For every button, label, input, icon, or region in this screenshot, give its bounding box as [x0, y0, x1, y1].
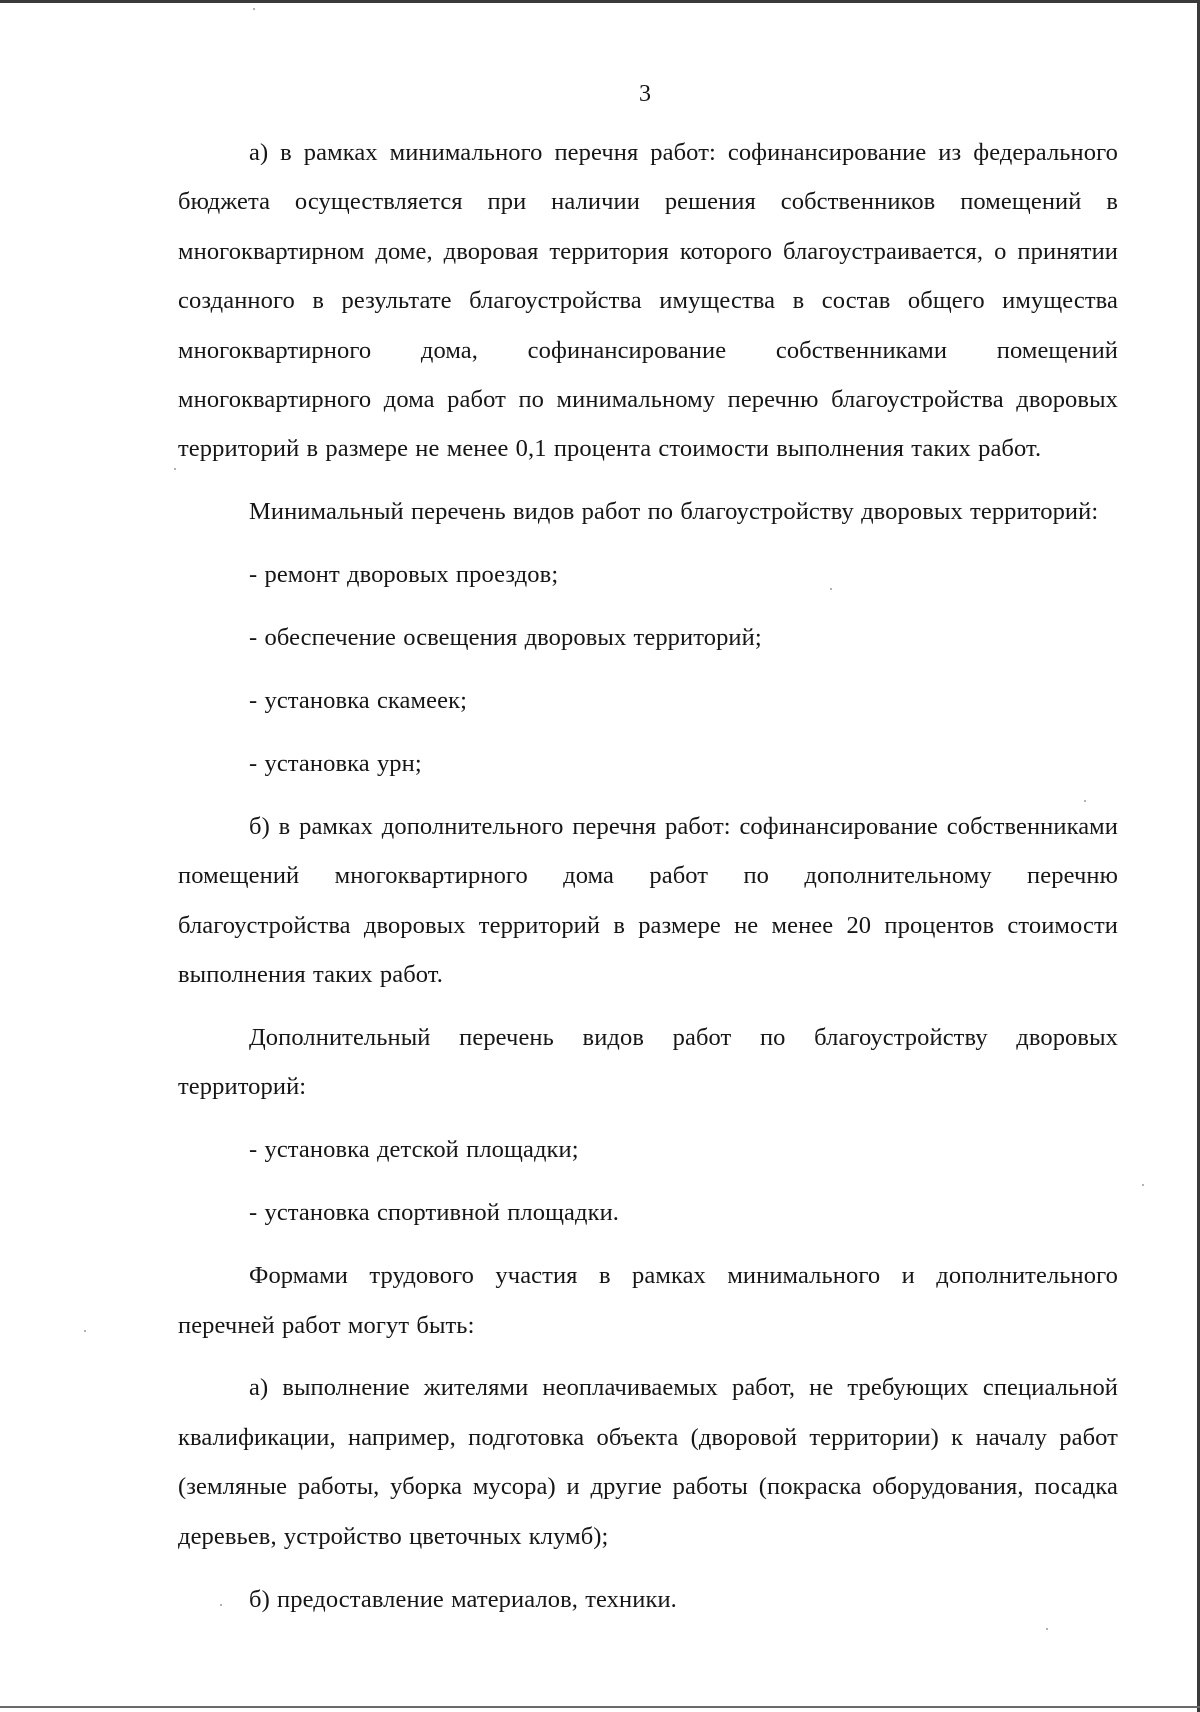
scan-edge-bottom [0, 1706, 1200, 1708]
paragraph-minimal-list-heading: Минимальный перечень видов работ по благоустройству дворовых территорий: [249, 498, 1099, 526]
list-item-courtyard-lighting: - обеспечение освещения дворовых территорий; [249, 624, 762, 652]
scan-speck [1142, 1184, 1144, 1186]
list-item-sports-ground: - установка спортивной площадки. [249, 1199, 620, 1227]
paragraph-additional-list-heading: Дополнительный перечень видов работ по благоустройству дворовых территорий: [178, 1024, 1118, 1101]
list-item-playground: - установка детской площадки; [249, 1136, 579, 1164]
paragraph-minimal-list-cofinancing: а) в рамках минимального перечня работ: софинансирование из федерального бюджета осуществляется при наличии решения собственников помещений в многоквартирном доме, дворовая территория которого благоустраивается, о принятии созданного в результате благоустройства имущества в состав общего имущества многоквартирного дома, софинансирование собственниками помещений многоквартирного дома работ по минимальному перечню благоустройства дворовых территорий в размере не менее 0,1 процента стоимости выполнения таких работ. [178, 139, 1118, 463]
paragraph-labor-participation-forms: Формами трудового участия в рамках минимального и дополнительного перечней работ могут быть: [178, 1262, 1118, 1339]
page-number: 3 [639, 81, 651, 107]
paragraph-unpaid-works: а) выполнение жителями неоплачиваемых работ, не требующих специальной квалификации, например, подготовка объекта (дворовой территории) к началу работ (земляные работы, уборка мусора) и другие работы (покраска оборудования, посадка деревьев, устройство цветочных клумб); [178, 1374, 1118, 1550]
scan-speck [84, 1330, 86, 1332]
list-item-urns: - установка урн; [249, 749, 422, 777]
paragraph-materials-equipment: б) предоставление материалов, техники. [249, 1585, 677, 1613]
document-body [178, 128, 1118, 1637]
scan-speck [253, 8, 255, 10]
scan-edge-top [0, 0, 1200, 3]
paragraph-additional-list-cofinancing: б) в рамках дополнительного перечня работ: софинансирование собственниками помещений многоквартирного дома работ по дополнительному перечню благоустройства дворовых территорий в размере не менее 20 процентов стоимости выполнения таких работ. [178, 812, 1118, 989]
scan-speck [174, 468, 176, 470]
list-item-courtyard-driveways: - ремонт дворовых проездов; [249, 561, 559, 589]
list-item-benches: - установка скамеек; [249, 687, 467, 715]
